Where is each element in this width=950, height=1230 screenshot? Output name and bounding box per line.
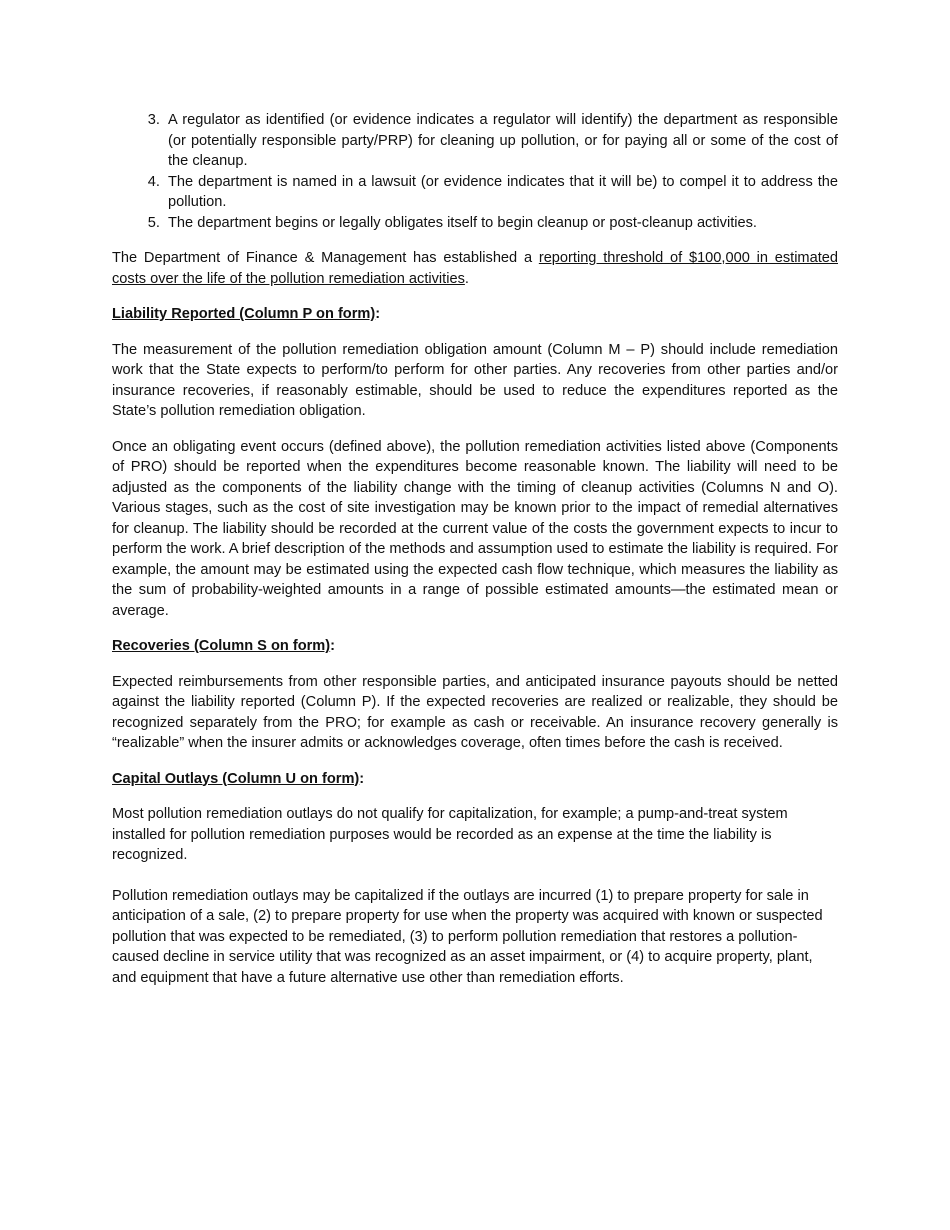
capital-paragraph-2: Pollution remediation outlays may be capitalized if the outlays are incurred (1) to prepare property for sale in anticipation of a sale, (2) to prepare property for use when the property was acquired with known or suspected pollution that was expected to be remediated, (3) to perform pollution remediation that restores a pollution-caused decline in service utility that was recognized as an asset impairment, or (4) to acquire property, plant, and equipment that have a future alternative use other than remediation efforts. — [112, 887, 823, 986]
capital-heading — [112, 769, 838, 790]
recoveries-heading — [112, 636, 838, 657]
document-page — [112, 102, 838, 1003]
list-item: 5. The department begins or legally obligates itself to begin cleanup or post-cleanup activities. — [168, 213, 838, 234]
liability-paragraph-2: Once an obligating event occurs (defined above), the pollution remediation activities listed above (Components of PRO) should be reported when the expenditures become reasonable known. The liability will need to be adjusted as the components of the liability change with the timing of cleanup activities (Columns N and O). Various stages, such as the cost of site investigation may be known prior to the impact of remedial alternatives for cleanup. The liability should be recorded at the current value of the costs the government expects to incur to perform the work. A brief description of the methods and assumption used to estimate the liability is required. For example, the amount may be estimated using the expected cash flow technique, which measures the liability as the sum of probability-weighted amounts in a range of possible estimated amounts—the estimated mean or average. — [112, 438, 838, 619]
capital-heading-colon: : — [359, 770, 365, 787]
recoveries-heading-colon: : — [330, 638, 336, 654]
capital-paragraph-1: Most pollution remediation outlays do not qualify for capitalization, for example; a pump-and-treat system installed for pollution remediation purposes would be recorded as an expense at the time the liability is recognized. — [112, 806, 788, 863]
liability-heading — [112, 304, 838, 325]
threshold-underlined: reporting threshold of $100,000 in estimated costs over the life of the pollution remediation activities — [112, 250, 838, 287]
recoveries-heading-text: Recoveries (Column S on form) — [112, 638, 331, 654]
capital-heading-text: Capital Outlays (Column U on form) — [112, 770, 360, 787]
liability-heading-text: Liability Reported (Column P on form) — [112, 306, 376, 322]
liability-heading-colon: : — [375, 306, 381, 322]
liability-paragraph-1: The measurement of the pollution remediation obligation amount (Column M – P) should include remediation work that the State expects to perform/to perform for other parties. Any recoveries from other parties and/or insurance recoveries, if reasonably estimable, should be used to reduce the expenditures reported as the State’s pollution remediation obligation. — [112, 341, 838, 419]
threshold-lead: The Department of Finance & Management has established a — [112, 250, 539, 266]
criteria-list — [112, 110, 838, 233]
list-item: 3. A regulator as identified (or evidence indicates a regulator will identify) the department as responsible (or potentially responsible party/PRP) for cleaning up pollution, or for paying all or some of the cost of the cleanup. — [168, 110, 838, 172]
recoveries-paragraph: Expected reimbursements from other responsible parties, and anticipated insurance payouts should be netted against the liability reported (Column P). If the expected recoveries are realized or realizable, they should be recognized separately from the PRO; for example as cash or receivable. An insurance recovery generally is “realizable” when the insurer admits or acknowledges coverage, often times before the cash is received. — [112, 673, 838, 751]
threshold-paragraph — [112, 248, 838, 289]
list-item: 4. The department is named in a lawsuit (or evidence indicates that it will be) to compel it to address the pollution. — [168, 172, 838, 213]
threshold-tail: . — [464, 270, 469, 287]
